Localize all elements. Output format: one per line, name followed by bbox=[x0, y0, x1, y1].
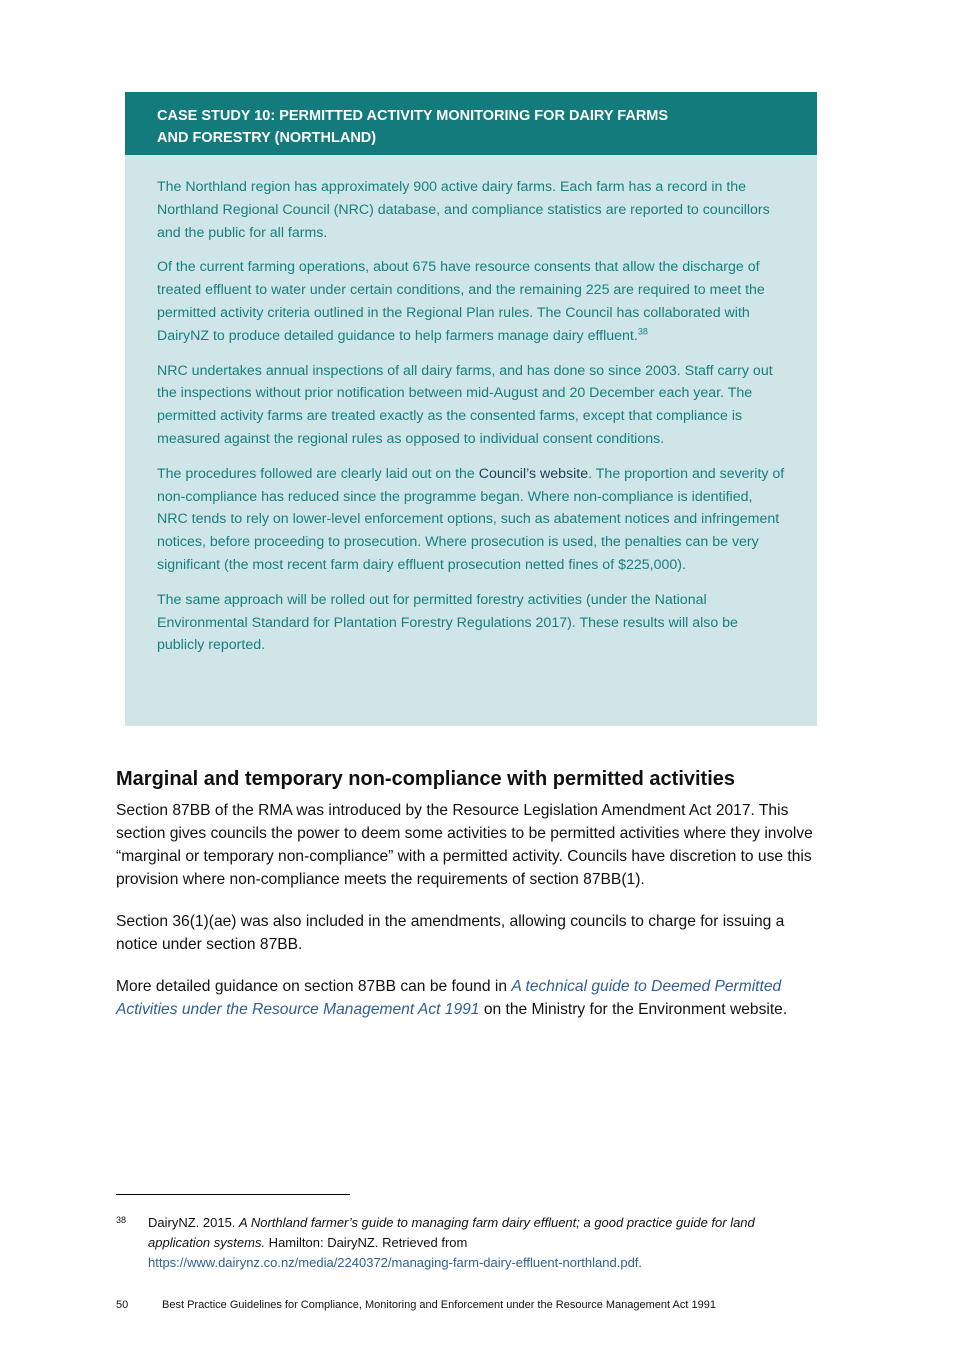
case-study-body bbox=[125, 155, 817, 657]
case-study-paragraph-1: The Northland region has approximately 900 active dairy farms. Each farm has a record in the Northland Regional Council (NRC) database, and compliance statistics are reported to councillors and the public for all farms. bbox=[157, 179, 770, 241]
case-study-paragraph-4-pre: The procedures followed are clearly laid out on the bbox=[157, 465, 479, 482]
case-study-paragraph-4-post: . The proportion and severity of non-compliance has reduced since the programme began. Where non-compliance is identified, NRC tends to rely on lower-level enforcement options, such as abatement notices and infringement notices, before proceeding to prosecution. Where prosecution is used, the penalties can be very significant (the most recent farm dairy effluent prosecution netted fines of $225,000). bbox=[157, 465, 785, 573]
case-study-header bbox=[125, 92, 817, 155]
technical-guide-link[interactable]: A technical guide to Deemed Permitted Activities under the Resource Management Act 1991 bbox=[116, 978, 782, 1018]
case-study-paragraph-5: The same approach will be rolled out for permitted forestry activities (under the National Environmental Standard for Plantation Forestry Regulations 2017). These results will also be publicly reported. bbox=[157, 591, 738, 654]
section-paragraph-3-post: on the Ministry for the Environment website. bbox=[479, 1001, 788, 1018]
council-website-link[interactable]: Council’s website bbox=[478, 465, 589, 482]
document-title: Best Practice Guidelines for Compliance, Monitoring and Enforcement under the Resource Management Act 1991 bbox=[162, 1299, 716, 1311]
footnote-source: DairyNZ. 2015. bbox=[148, 1215, 240, 1230]
footnote-divider bbox=[116, 1194, 350, 1195]
main-section bbox=[116, 765, 816, 1040]
case-study-title-line2: AND FORESTRY (NORTHLAND) bbox=[157, 130, 377, 146]
case-study-paragraph-2-text: Of the current farming operations, about 675 have resource consents that allow the discharge of treated effluent to water under certain conditions, and the remaining 225 are required to meet the permitted activity criteria outlined in the Regional Plan rules. The Council has collaborated with DairyNZ to produce detailed guidance to help farmers manage dairy effluent. bbox=[157, 259, 765, 344]
footnote bbox=[116, 1213, 806, 1273]
section-paragraph-3-pre: More detailed guidance on section 87BB can be found in bbox=[116, 978, 512, 995]
case-study-paragraph-4 bbox=[157, 463, 787, 577]
page-footer bbox=[116, 1297, 816, 1313]
footnote-text bbox=[148, 1213, 806, 1273]
section-heading: Marginal and temporary non-compliance with permitted activities bbox=[116, 768, 736, 790]
footnote-reference[interactable]: 38 bbox=[637, 326, 648, 337]
case-study-title-line1: CASE STUDY 10: PERMITTED ACTIVITY MONITORING FOR DAIRY FARMS bbox=[157, 108, 669, 124]
section-paragraph-2: Section 36(1)(ae) was also included in the amendments, allowing councils to charge for issuing a notice under section 87BB. bbox=[116, 913, 785, 953]
footnote-publisher: Hamilton: DairyNZ. Retrieved from bbox=[265, 1235, 468, 1250]
case-study-paragraph-3: NRC undertakes annual inspections of all dairy farms, and has done so since 2003. Staff carry out the inspections without prior notification between mid-August and 20 December each year. The permitted activity farms are treated exactly as the consented farms, except that compliance is measured against the regional rules as opposed to individual consent conditions. bbox=[157, 362, 773, 447]
section-paragraph-1: Section 87BB of the RMA was introduced by the Resource Legislation Amendment Act 2017. This section gives councils the power to deem some activities to be permitted activities where they involve “marginal or temporary non-compliance” with a permitted activity. Councils have discretion to use this provision where non-compliance meets the requirements of section 87BB(1). bbox=[116, 802, 813, 888]
case-study-box bbox=[125, 92, 817, 726]
page-number: 50 bbox=[116, 1299, 129, 1311]
footnote-number: 38 bbox=[116, 1215, 127, 1225]
footnote-title: A Northland farmer’s guide to managing farm dairy effluent; a good practice guide for land application systems. bbox=[148, 1215, 755, 1250]
footnote-url-link[interactable]: https://www.dairynz.co.nz/media/2240372/managing-farm-dairy-effluent-northland.pdf. bbox=[148, 1255, 643, 1270]
case-study-paragraph-2 bbox=[157, 256, 787, 347]
section-paragraph-3 bbox=[116, 975, 816, 1021]
